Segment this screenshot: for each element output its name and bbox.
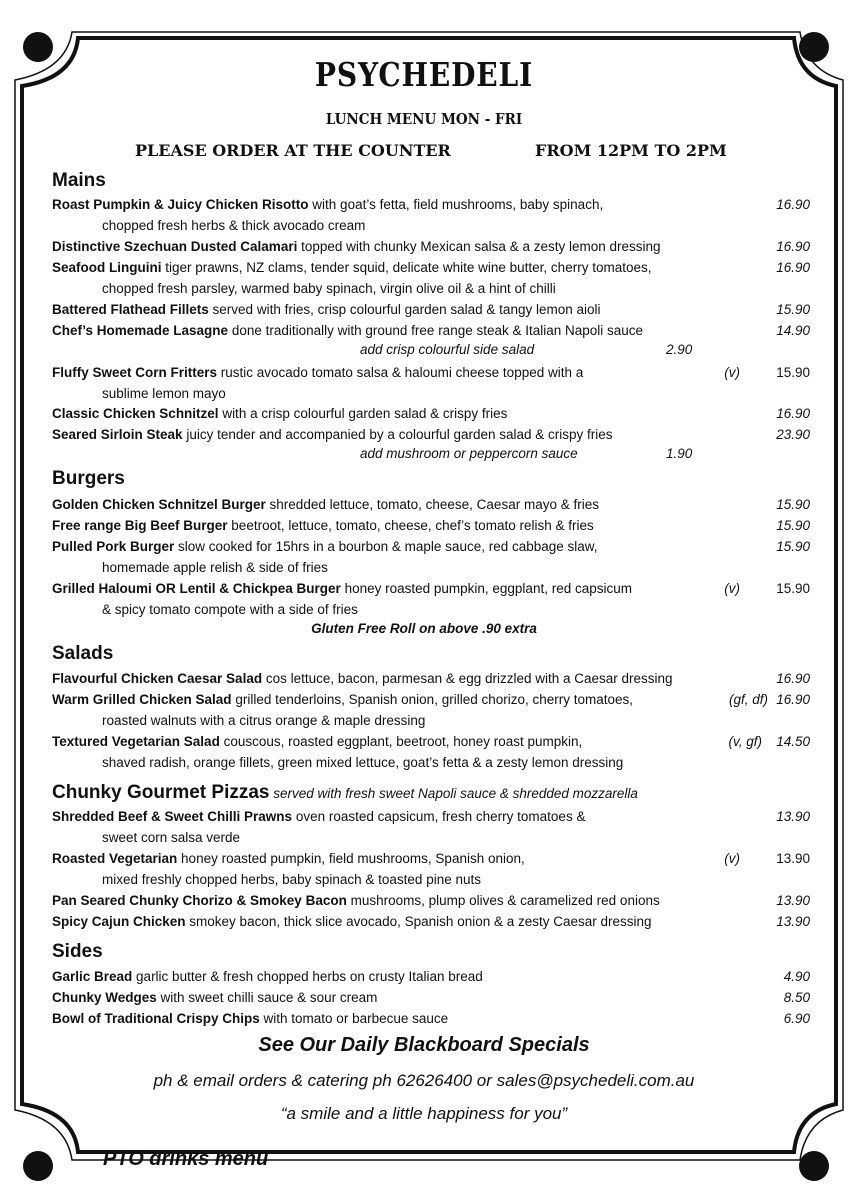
price: 23.90 <box>776 427 810 442</box>
corner-dot-tl <box>23 32 53 62</box>
corner-dot-tr <box>799 32 829 62</box>
menu-item: Free range Big Beef Burger beetroot, lettuce, tomato, cheese, chef’s tomato relish & fries 15.90 <box>52 515 810 536</box>
addon-label: add crisp colourful side salad <box>360 342 535 357</box>
contact-info: ph & email orders & catering ph 62626400 or sales@psychedeli.com.au <box>153 1071 695 1090</box>
menu-item: Classic Chicken Schnitzel with a crisp colourful garden salad & crispy fries 16.90 <box>52 403 810 424</box>
addon-label: add mushroom or peppercorn sauce <box>360 446 578 461</box>
pto-drinks-menu: PTO drinks menu <box>103 1148 269 1170</box>
dietary-tag: (v) <box>724 365 740 380</box>
menu-item: Roast Pumpkin & Juicy Chicken Risotto with goat’s fetta, field mushrooms, baby spinach, chopped fresh herbs & thick avocado cream 16.90 <box>52 194 810 236</box>
price: 15.90 <box>776 497 810 512</box>
price: 13.90 <box>776 914 810 929</box>
price: 15.90 <box>776 581 810 596</box>
price: 13.90 <box>776 809 810 824</box>
corner-dot-br <box>799 1151 829 1181</box>
dietary-tag: (v) <box>724 581 740 596</box>
menu-item: Seared Sirloin Steak juicy tender and accompanied by a colourful garden salad & crispy fries 23.90 <box>52 424 810 445</box>
section-pizzas-title: Chunky Gourmet Pizzas served with fresh sweet Napoli sauce & shredded mozzarella <box>52 782 638 803</box>
slogan: “a smile and a little happiness for you” <box>280 1104 568 1123</box>
price: 15.90 <box>776 302 810 317</box>
menu-item: Garlic Bread garlic butter & fresh chopped herbs on crusty Italian bread 4.90 <box>52 966 810 987</box>
price: 13.90 <box>776 893 810 908</box>
section-burgers-title: Burgers <box>52 468 125 489</box>
dietary-tag: (v, gf) <box>728 734 762 749</box>
dietary-tag: (v) <box>724 851 740 866</box>
menu-subtitle: LUNCH MENU MON - FRI <box>325 110 523 128</box>
menu-item: Flavourful Chicken Caesar Salad cos lettuce, bacon, parmesan & egg drizzled with a Caesar dressing 16.90 <box>52 668 810 689</box>
menu-item: Warm Grilled Chicken Salad grilled tenderloins, Spanish onion, grilled chorizo, cherry tomatoes, roasted walnuts with a citrus orange & maple dressing (gf, df) 16.90 <box>52 689 810 731</box>
specials-note: See Our Daily Blackboard Specials <box>258 1034 590 1056</box>
price: 16.90 <box>776 692 810 707</box>
menu-item: Chef’s Homemade Lasagne done traditionally with ground free range steak & Italian Napoli sauce 14.90 <box>52 320 810 341</box>
menu-item: Battered Flathead Fillets served with fries, crisp colourful garden salad & tangy lemon aioli 15.90 <box>52 299 810 320</box>
price: 13.90 <box>776 851 810 866</box>
menu-item: Pan Seared Chunky Chorizo & Smokey Bacon mushrooms, plump olives & caramelized red onions 13.90 <box>52 890 810 911</box>
menu-item: Grilled Haloumi OR Lentil & Chickpea Burger honey roasted pumpkin, eggplant, red capsicum & spicy tomato compote with a side of fries (v) 15.90 <box>52 578 810 620</box>
price: 14.50 <box>776 734 810 749</box>
addon-price: 1.90 <box>666 446 693 461</box>
section-mains-title: Mains <box>52 170 106 191</box>
price: 16.90 <box>776 197 810 212</box>
menu-item: Pulled Pork Burger slow cooked for 15hrs in a bourbon & maple sauce, red cabbage slaw, homemade apple relish & side of fries 15.90 <box>52 536 810 578</box>
menu-item: Textured Vegetarian Salad couscous, roasted eggplant, beetroot, honey roast pumpkin, shaved radish, orange fillets, green mixed lettuce, goat’s fetta & a zesty lemon dressing (v, gf) 14.50 <box>52 731 810 773</box>
price: 14.90 <box>776 323 810 338</box>
pizza-note: served with fresh sweet Napoli sauce & shredded mozzarella <box>269 786 638 801</box>
menu-item: Seafood Linguini tiger prawns, NZ clams, tender squid, delicate white wine butter, cherry tomatoes, chopped fresh parsley, warmed baby spinach, virgin olive oil & a hint of chilli 16.90 <box>52 257 810 299</box>
menu-item: Shredded Beef & Sweet Chilli Prawns oven roasted capsicum, fresh cherry tomatoes & sweet corn salsa verde 13.90 <box>52 806 810 848</box>
price: 15.90 <box>776 539 810 554</box>
menu-item: Fluffy Sweet Corn Fritters rustic avocado tomato salsa & haloumi cheese topped with a sublime lemon mayo (v) 15.90 <box>52 362 810 404</box>
dietary-tag: (gf, df) <box>728 692 768 707</box>
menu-item: Roasted Vegetarian honey roasted pumpkin, field mushrooms, Spanish onion, mixed freshly chopped herbs, baby spinach & toasted pine nuts (v) 13.90 <box>52 848 810 890</box>
section-salads-title: Salads <box>52 643 114 664</box>
corner-dot-bl <box>23 1151 53 1181</box>
price: 16.90 <box>776 406 810 421</box>
price: 6.90 <box>783 1011 810 1026</box>
section-sides-title: Sides <box>52 941 103 962</box>
addon-price: 2.90 <box>666 342 693 357</box>
price: 16.90 <box>776 671 810 686</box>
gluten-free-note: Gluten Free Roll on above .90 extra <box>311 621 537 636</box>
hours: FROM 12PM TO 2PM <box>535 141 727 160</box>
restaurant-title: PSYCHEDELI <box>314 55 534 94</box>
price: 16.90 <box>776 260 810 275</box>
price: 15.90 <box>776 365 810 380</box>
menu-item: Distinctive Szechuan Dusted Calamari topped with chunky Mexican salsa & a zesty lemon dressing 16.90 <box>52 236 810 257</box>
menu-item: Bowl of Traditional Crispy Chips with tomato or barbecue sauce 6.90 <box>52 1008 810 1029</box>
price: 8.50 <box>783 990 810 1005</box>
menu-item: Golden Chicken Schnitzel Burger shredded lettuce, tomato, cheese, Caesar mayo & fries 15.90 <box>52 494 810 515</box>
price: 15.90 <box>776 518 810 533</box>
price: 4.90 <box>783 969 810 984</box>
menu-item: Chunky Wedges with sweet chilli sauce & sour cream 8.50 <box>52 987 810 1008</box>
menu-item: Spicy Cajun Chicken smokey bacon, thick slice avocado, Spanish onion & a zesty Caesar dressing 13.90 <box>52 911 810 932</box>
price: 16.90 <box>776 239 810 254</box>
order-note: PLEASE ORDER AT THE COUNTER <box>135 141 451 160</box>
